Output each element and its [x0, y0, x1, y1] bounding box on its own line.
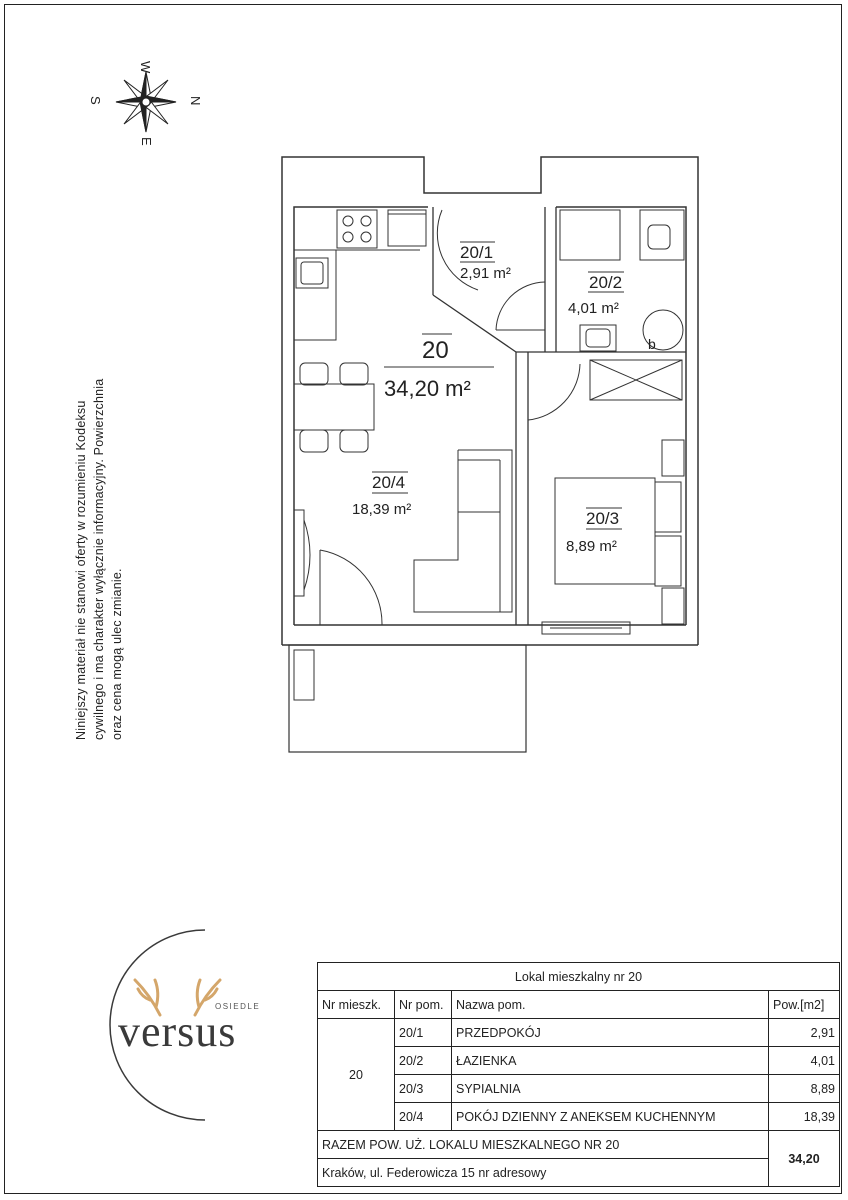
table-header: Nr pom.: [395, 991, 452, 1019]
table-header-row: [318, 991, 840, 1019]
compass-e-label: E: [139, 137, 154, 146]
fixture-label: b: [648, 336, 656, 352]
compass-w-label: W: [138, 61, 153, 74]
tv-unit: [294, 510, 310, 596]
table-row: [318, 1103, 840, 1131]
table-header: Nr mieszk.: [318, 991, 395, 1019]
room-20-2-area: 4,01 m²: [568, 300, 619, 317]
compass-s-label: S: [88, 96, 103, 105]
disclaimer-line: oraz cena mogą ulec zmianie.: [110, 568, 124, 740]
room-20-4-number: 20/4: [372, 473, 406, 492]
outer-walls: [282, 157, 698, 645]
bed: [555, 440, 684, 624]
room-20-4-area: 18,39 m²: [352, 501, 412, 518]
room-20-1-number: 20/1: [460, 243, 494, 262]
room-nr: 20/4: [395, 1103, 452, 1131]
sofa: [414, 450, 512, 612]
room-area: 8,89: [769, 1075, 840, 1103]
bedroom-window: [542, 622, 630, 634]
logo-subtitle: OSIEDLE: [215, 1002, 261, 1011]
total-label: RAZEM POW. UŻ. LOKALU MIESZKALNEGO NR 20: [318, 1131, 769, 1159]
table-row: [318, 1075, 840, 1103]
table-header: Nazwa pom.: [452, 991, 769, 1019]
logo-name: versus: [118, 1007, 237, 1056]
table-total-row: [318, 1131, 840, 1159]
bedroom-door: [528, 362, 580, 420]
table-address-row: [318, 1159, 840, 1187]
room-20-3-area: 8,89 m²: [566, 538, 617, 555]
room-area: 18,39: [769, 1103, 840, 1131]
compass-n-label: N: [188, 96, 203, 106]
room-20-3-number: 20/3: [586, 509, 620, 528]
room-nr: 20/2: [395, 1047, 452, 1075]
disclaimer-line: Niniejszy materiał nie stanowi oferty w rozumieniu Kodeksu: [74, 400, 88, 740]
room-area: 4,01: [769, 1047, 840, 1075]
total-number: 20: [422, 337, 449, 364]
table-row: [318, 1019, 840, 1047]
wardrobe: [590, 360, 682, 400]
disclaimer: [72, 340, 126, 740]
apartment-number: 20: [318, 1019, 395, 1131]
balcony-planter: [294, 650, 314, 700]
table-row: [318, 1047, 840, 1075]
disclaimer-line: cywilnego i ma charakter wyłącznie informacyjny. Powierzchnia: [92, 378, 106, 740]
total-area: 34,20 m²: [384, 376, 471, 401]
entrance-door: [320, 550, 382, 625]
dining-table: [294, 363, 374, 452]
summary-table: [317, 962, 840, 1187]
room-20-1-area: 2,91 m²: [460, 265, 511, 282]
room-name: POKÓJ DZIENNY Z ANEKSEM KUCHENNYM: [452, 1103, 769, 1131]
room-nr: 20/1: [395, 1019, 452, 1047]
room-name: SYPIALNIA: [452, 1075, 769, 1103]
table-title: Lokal mieszkalny nr 20: [318, 963, 840, 991]
room-20-2-number: 20/2: [589, 273, 623, 292]
compass-rose-icon: [116, 72, 176, 132]
room-area: 2,91: [769, 1019, 840, 1047]
address: Kraków, ul. Federowicza 15 nr adresowy: [318, 1159, 769, 1187]
room-name: ŁAZIENKA: [452, 1047, 769, 1075]
total-value: 34,20: [769, 1131, 840, 1187]
room-name: PRZEDPOKÓJ: [452, 1019, 769, 1047]
kitchen-counter: [294, 210, 426, 340]
table-header: Pow.[m2]: [769, 991, 840, 1019]
balcony: [289, 645, 526, 752]
room-nr: 20/3: [395, 1075, 452, 1103]
